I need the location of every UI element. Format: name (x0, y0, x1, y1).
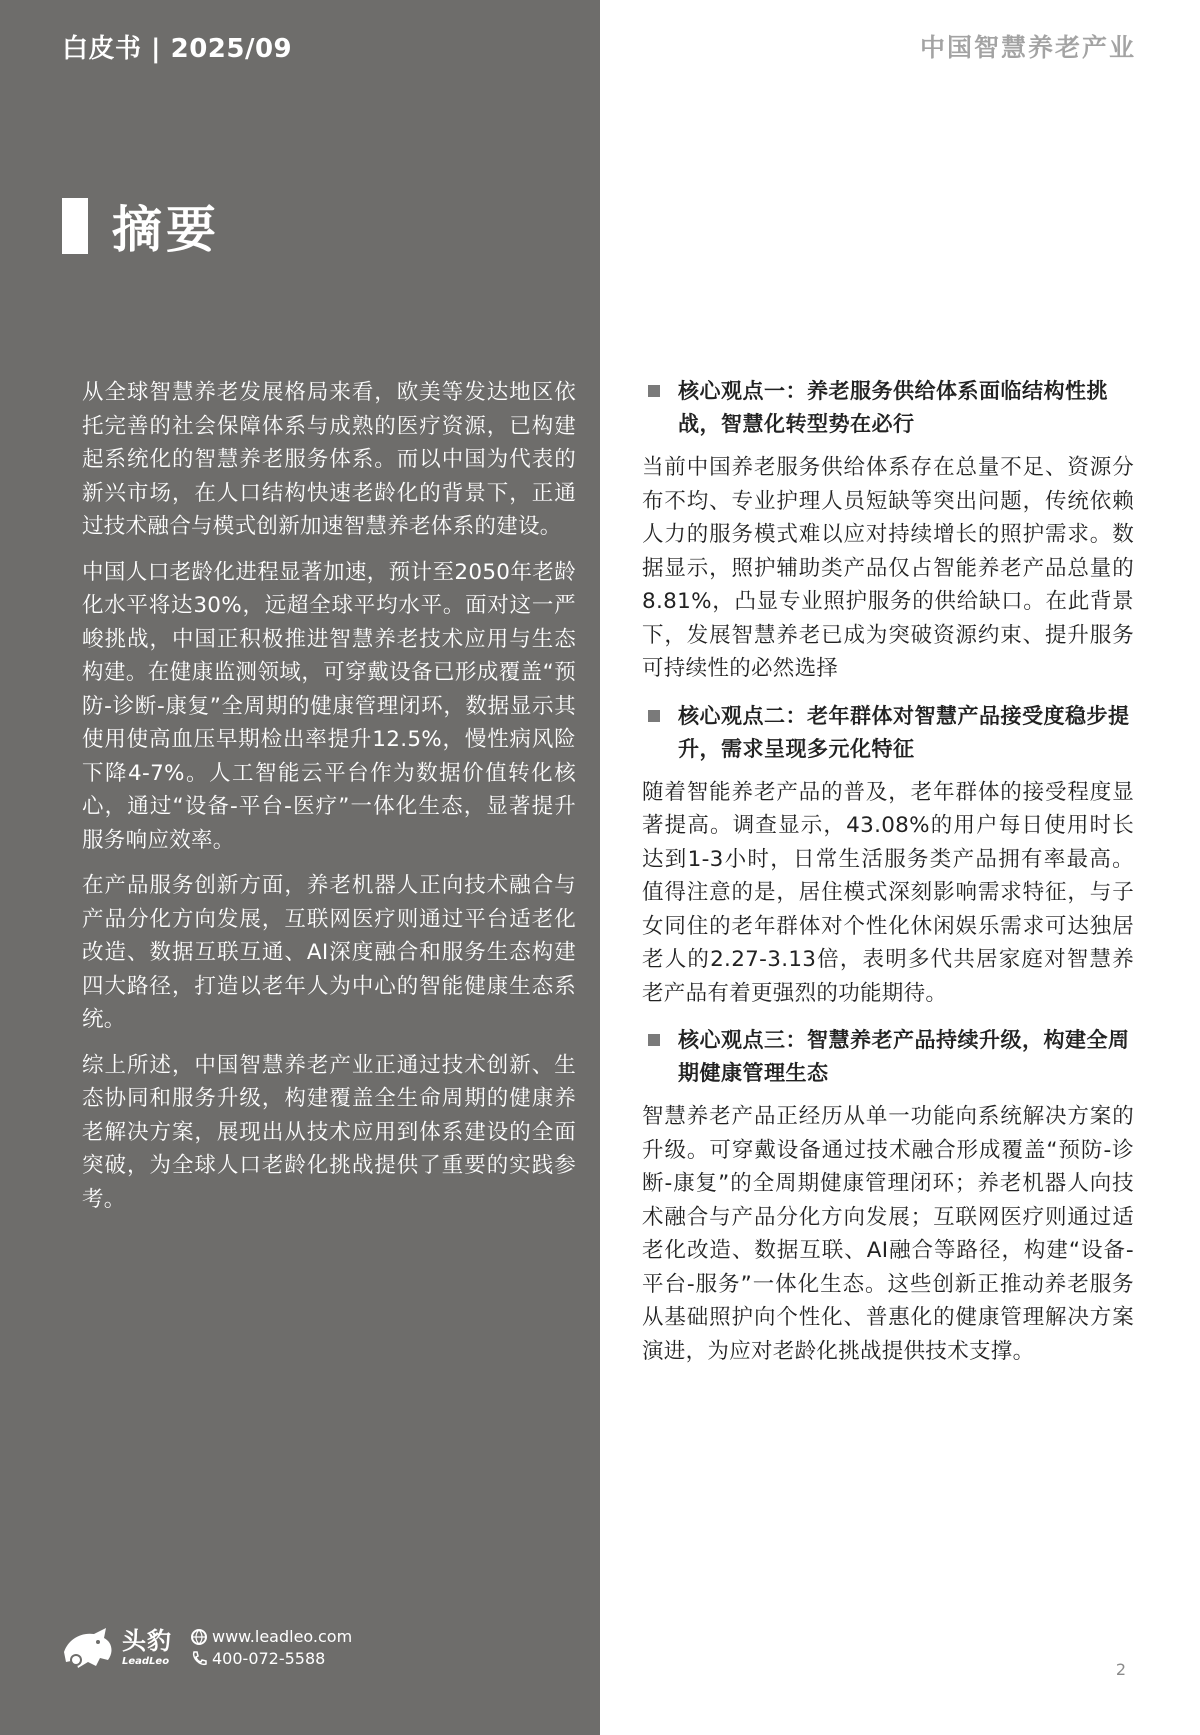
key-point-text: 当前中国养老服务供给体系存在总量不足、资源分布不均、专业护理人员短缺等突出问题，传统依赖人力的服务模式难以应对持续增长的照护需求。数据显示，照护辅助类产品仅占智能养老产品总量的8.81%，凸显专业照护服务的供给缺口。在此背景下，发展智慧养老已成为突破资源约束、提升服务可持续性的必然选择 (642, 455, 1134, 681)
phone-row (190, 1648, 352, 1670)
web-icon (190, 1628, 208, 1646)
key-point-text: 随着智能养老产品的普及，老年群体的接受程度显著提高。调查显示，43.08%的用户每日使用时长达到1-3小时，日常生活服务类产品拥有率最高。值得注意的是，居住模式深刻影响需求特征，与子女同住的老年群体对个性化休闲娱乐需求可达独居老人的2.27-3.13倍，表明多代共居家庭对智慧养老产品有着更强烈的功能期待。 (642, 779, 1134, 1006)
summary-paragraph: 从全球智慧养老发展格局来看，欧美等发达地区依托完善的社会保障体系与成熟的医疗资源，已构建起系统化的智慧养老服务体系。而以中国为代表的新兴市场，在人口结构快速老龄化的背景下，正通过技术融合与模式创新加速智慧养老体系的建设。 (82, 380, 576, 539)
contact-info (190, 1626, 352, 1670)
logo-text-cn: 头豹 (122, 1627, 172, 1655)
summary-paragraph: 综上所述，中国智慧养老产业正通过技术创新、生态协同和服务升级，构建覆盖全生命周期的健康养老解决方案，展现出从技术应用到体系建设的全面突破，为全球人口老龄化挑战提供了重要的实践参考。 (82, 1052, 576, 1212)
key-points (642, 375, 1134, 1382)
square-bullet-icon (648, 710, 660, 722)
key-point (642, 1024, 1134, 1368)
website-link[interactable]: www.leadleo.com (212, 1627, 353, 1646)
square-bullet-icon (648, 1034, 660, 1046)
report-title: 中国智慧养老产业 (919, 33, 1136, 62)
phone-number: 400-072-5588 (212, 1649, 326, 1668)
page-number: 2 (1115, 1660, 1126, 1679)
title-accent-bar (62, 198, 88, 254)
key-point-text: 智慧养老产品正经历从单一功能向系统解决方案的升级。可穿戴设备通过技术融合形成覆盖“预防-诊断-康复”的全周期健康管理闭环；养老机器人向技术融合与产品分化方向发展；互联网医疗则通过适老化改造、数据互联、AI融合等路径，构建“设备-平台-服务”一体化生态。这些创新正推动养老服务从基础照护向个性化、普惠化的健康管理解决方案演进，为应对老龄化挑战提供技术支撑。 (642, 1104, 1134, 1364)
footer-branding (60, 1622, 352, 1674)
phone-icon (190, 1650, 208, 1668)
key-point (642, 375, 1134, 686)
key-point-title: 核心观点二：老年群体对智慧产品接受度稳步提升，需求呈现多元化特征 (678, 703, 1130, 761)
key-point-heading (642, 1024, 1134, 1090)
website-row (190, 1626, 352, 1648)
key-point-title: 核心观点一：养老服务供给体系面临结构性挑战，智慧化转型势在必行 (678, 379, 1108, 436)
key-point-heading (642, 700, 1134, 766)
leopard-logo-icon (60, 1622, 116, 1674)
document-type-date: 白皮书 | 2025/09 (62, 34, 293, 64)
summary-body (82, 376, 576, 1228)
square-bullet-icon (648, 385, 660, 397)
section-title: 摘要 (112, 201, 220, 259)
section-title-wrap (62, 190, 220, 262)
key-point (642, 700, 1134, 1011)
logo-text-en: LeadLeo (122, 1656, 170, 1667)
key-point-heading (642, 375, 1134, 441)
logo-wordmark (122, 1628, 172, 1668)
summary-paragraph: 在产品服务创新方面，养老机器人正向技术融合与产品分化方向发展，互联网医疗则通过平台适老化改造、数据互联互通、AI深度融合和服务生态构建四大路径，打造以老年人为中心的智能健康生态系统。 (82, 873, 576, 1032)
key-point-title: 核心观点三：智慧养老产品持续升级，构建全周期健康管理生态 (678, 1028, 1130, 1085)
summary-paragraph: 中国人口老龄化进程显著加速，预计至2050年老龄化水平将达30%，远超全球平均水平。面对这一严峻挑战，中国正积极推进智慧养老技术应用与生态构建。在健康监测领域，可穿戴设备已形成覆盖“预防-诊断-康复”全周期的健康管理闭环，数据显示其使用使高血压早期检出率提升12.5%，慢性病风险下降4-7%。人工智能云平台作为数据价值转化核心，通过“设备-平台-医疗”一体化生态，显著提升服务响应效率。 (82, 559, 576, 853)
